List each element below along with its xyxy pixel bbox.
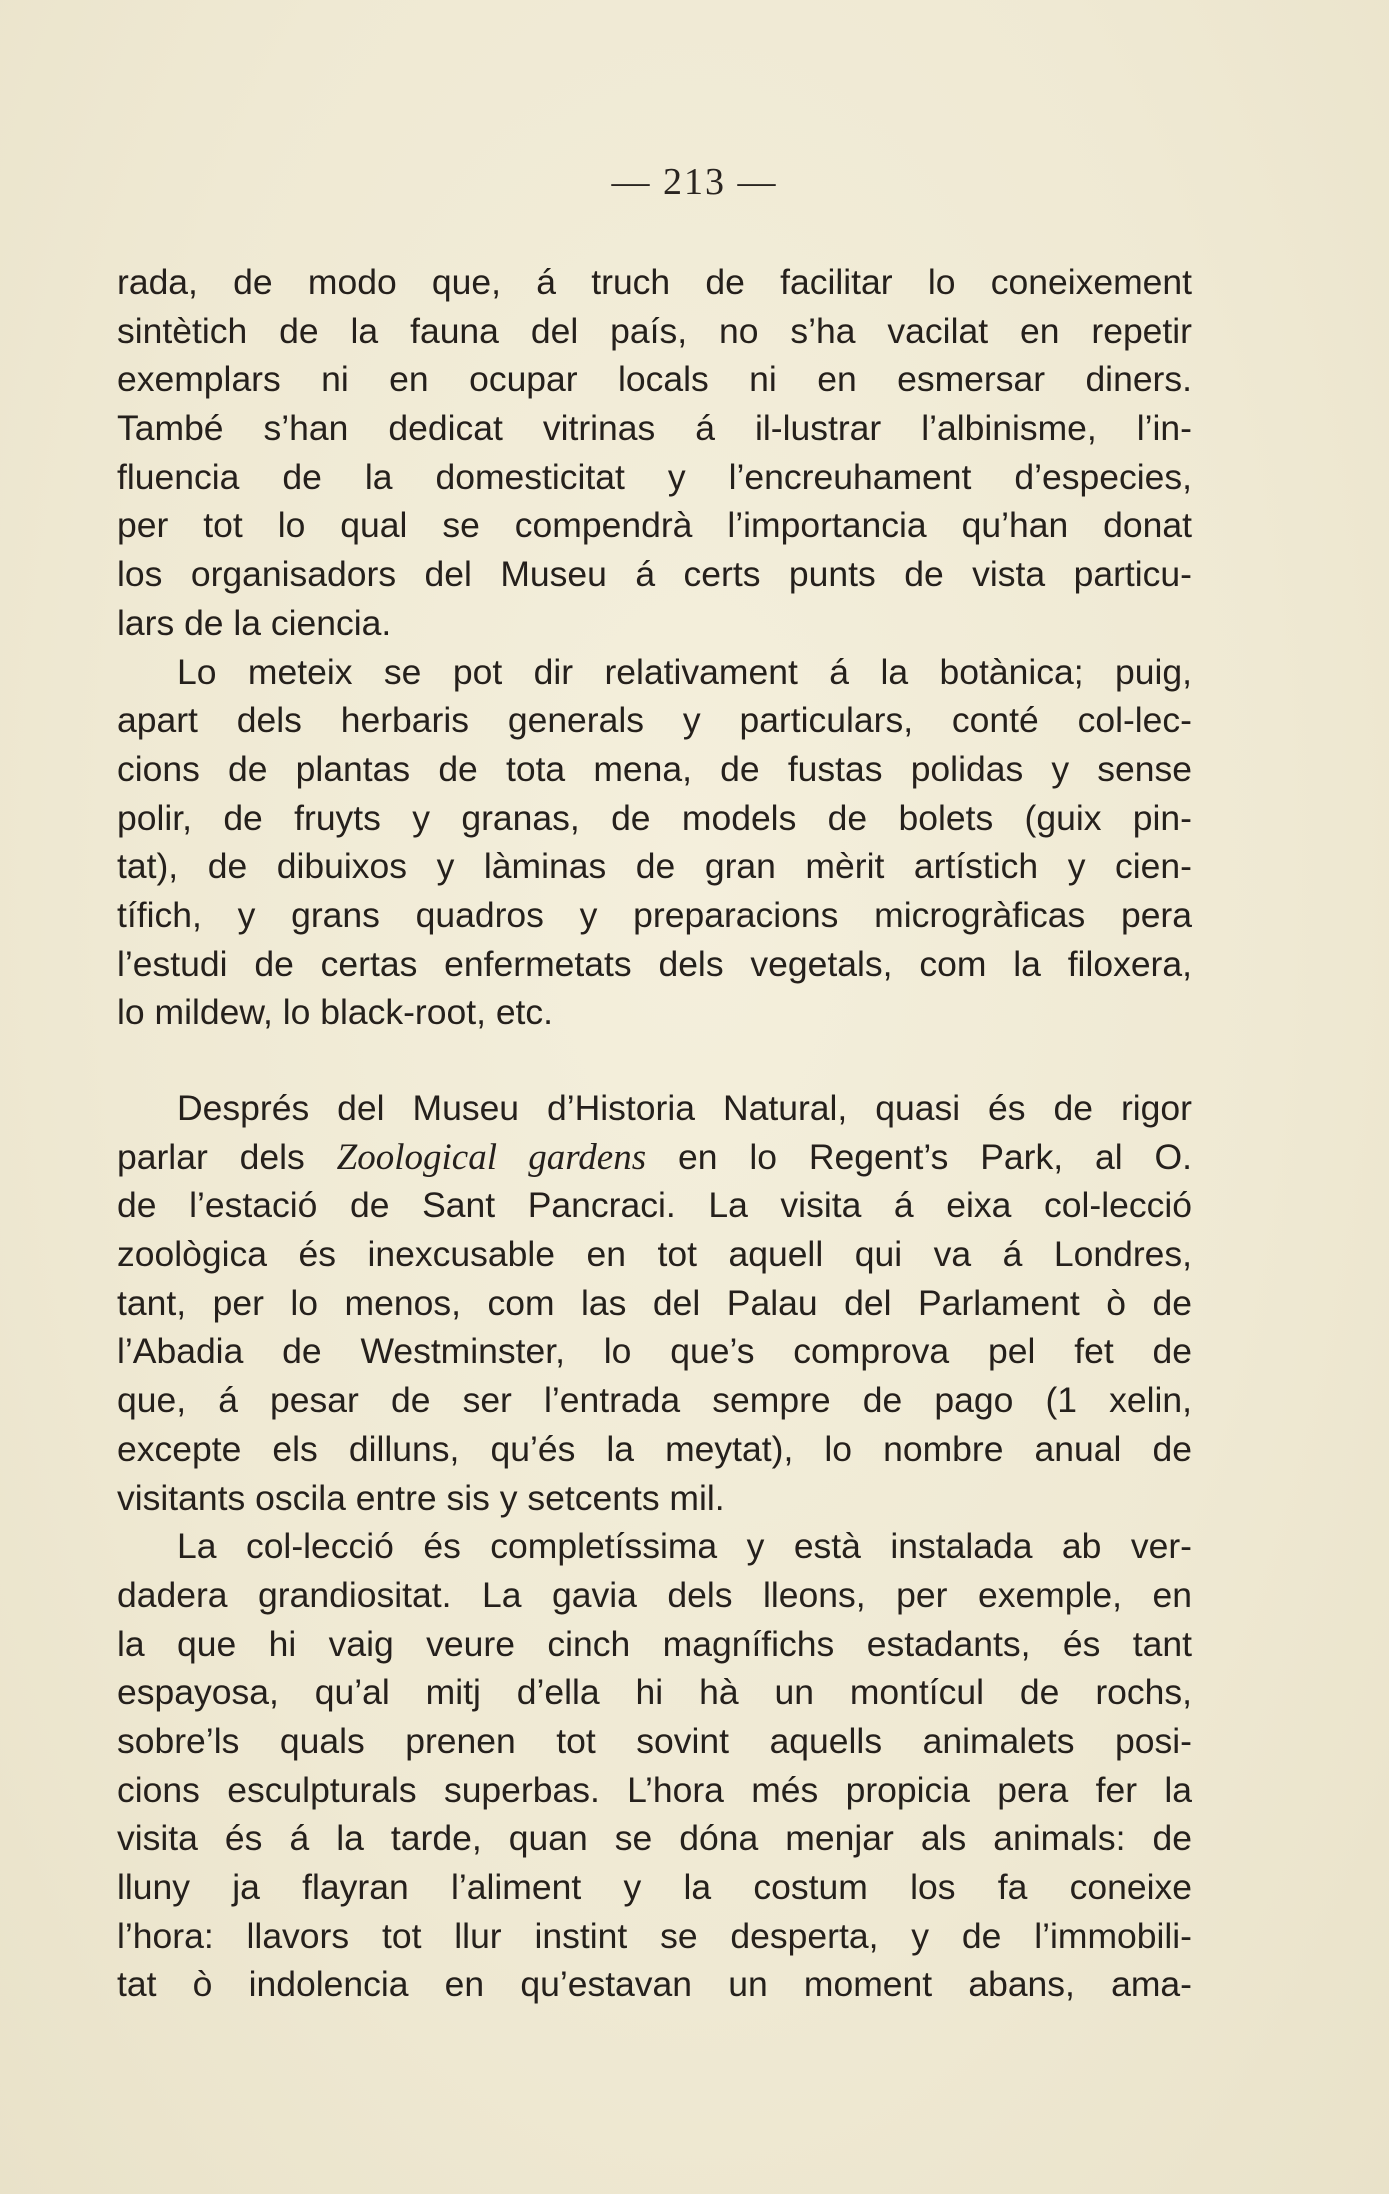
text-line: La col-lecció és completíssima y està instalada ab ver- — [177, 1526, 1192, 1567]
text-line: tífich, y grans quadros y preparacions microgràficas pera — [117, 894, 1192, 935]
body-text — [117, 258, 1192, 2009]
text-line: També s’han dedicat vitrinas á il-lustrar l’albinisme, l’in- — [117, 408, 1192, 449]
page-number: — 213 — — [611, 161, 778, 203]
text-line: los organisadors del Museu á certs punts de vista particu- — [117, 554, 1192, 595]
text-line: lluny ja flayran l’aliment y la costum los fa coneixe — [117, 1867, 1192, 1907]
text-line: espayosa, qu’al mitj d’ella hi hà un montícul de rochs, — [117, 1672, 1192, 1713]
text-line: Lo meteix se pot dir relativament á la botànica; puig, — [177, 651, 1192, 692]
paragraph-1 — [117, 258, 1192, 648]
text-line: sintètich de la fauna del país, no s’ha vacilat en repetir — [117, 310, 1192, 351]
text-line: tat), de dibuixos y làminas de gran mèrit artístich y cien- — [117, 846, 1192, 887]
text-line: rada, de modo que, á truch de facilitar lo coneixement — [117, 262, 1192, 302]
text-line: lars de la ciencia. — [117, 602, 392, 643]
paragraph-2 — [117, 648, 1192, 1038]
text-line: cions esculpturals superbas. L’hora més propicia pera fer la — [117, 1769, 1192, 1810]
text-line: tant, per lo menos, com las del Palau del Parlament ò de — [117, 1282, 1192, 1323]
text-line: exemplars ni en ocupar locals ni en esmersar diners. — [117, 359, 1192, 400]
text-line: la que hi vaig veure cinch magnífichs estadants, és tant — [117, 1623, 1192, 1664]
text-line: zoològica és inexcusable en tot aquell qui va á Londres, — [117, 1234, 1192, 1275]
text-line: tat ò indolencia en qu’estavan un moment abans, ama- — [117, 1964, 1192, 2005]
text-line: per tot lo qual se compendrà l’importancia qu’han donat — [117, 505, 1192, 546]
text-line: visitants oscila entre sis y setcents mil. — [117, 1477, 725, 1518]
text-line: Després del Museu d’Historia Natural, quasi és de rigor — [177, 1088, 1192, 1128]
text-line: que, á pesar de ser l’entrada sempre de pago (1 xelin, — [117, 1380, 1192, 1421]
text-line: excepte els dilluns, qu’és la meytat), lo nombre anual de — [117, 1428, 1192, 1469]
text-line-with-italic: parlar dels Zoological gardens en lo Regent’s Park, al O. — [117, 1136, 1192, 1178]
text-line: l’hora: llavors tot llur instint se desperta, y de l’immobili- — [117, 1915, 1192, 1956]
text-line: de l’estació de Sant Pancraci. La visita á eixa col-lecció — [117, 1185, 1192, 1226]
section-break — [117, 1037, 1192, 1084]
text-line: visita és á la tarde, quan se dóna menjar als animals: de — [117, 1818, 1192, 1859]
text-line: polir, de fruyts y granas, de models de bolets (guix pin- — [117, 797, 1192, 838]
italic-title: Zoological gardens — [336, 1136, 647, 1178]
text-line: lo mildew, lo black-root, etc. — [117, 992, 554, 1033]
paragraph-3 — [117, 1084, 1192, 1522]
paragraph-4 — [117, 1522, 1192, 2009]
text-line: fluencia de la domesticitat y l’encreuhament d’especies, — [117, 456, 1192, 497]
text-line: cions de plantas de tota mena, de fustas polidas y sense — [117, 748, 1192, 789]
text-line: apart dels herbaris generals y particulars, conté col-lec- — [117, 700, 1192, 741]
text-line: dadera grandiositat. La gavia dels lleons, per exemple, en — [117, 1574, 1192, 1615]
text-line: l’Abadia de Westminster, lo que’s comprova pel fet de — [117, 1331, 1192, 1372]
text-line: l’estudi de certas enfermetats dels vegetals, com la filoxera, — [117, 943, 1192, 984]
text-line: sobre’ls quals prenen tot sovint aquells animalets posi- — [117, 1720, 1192, 1761]
